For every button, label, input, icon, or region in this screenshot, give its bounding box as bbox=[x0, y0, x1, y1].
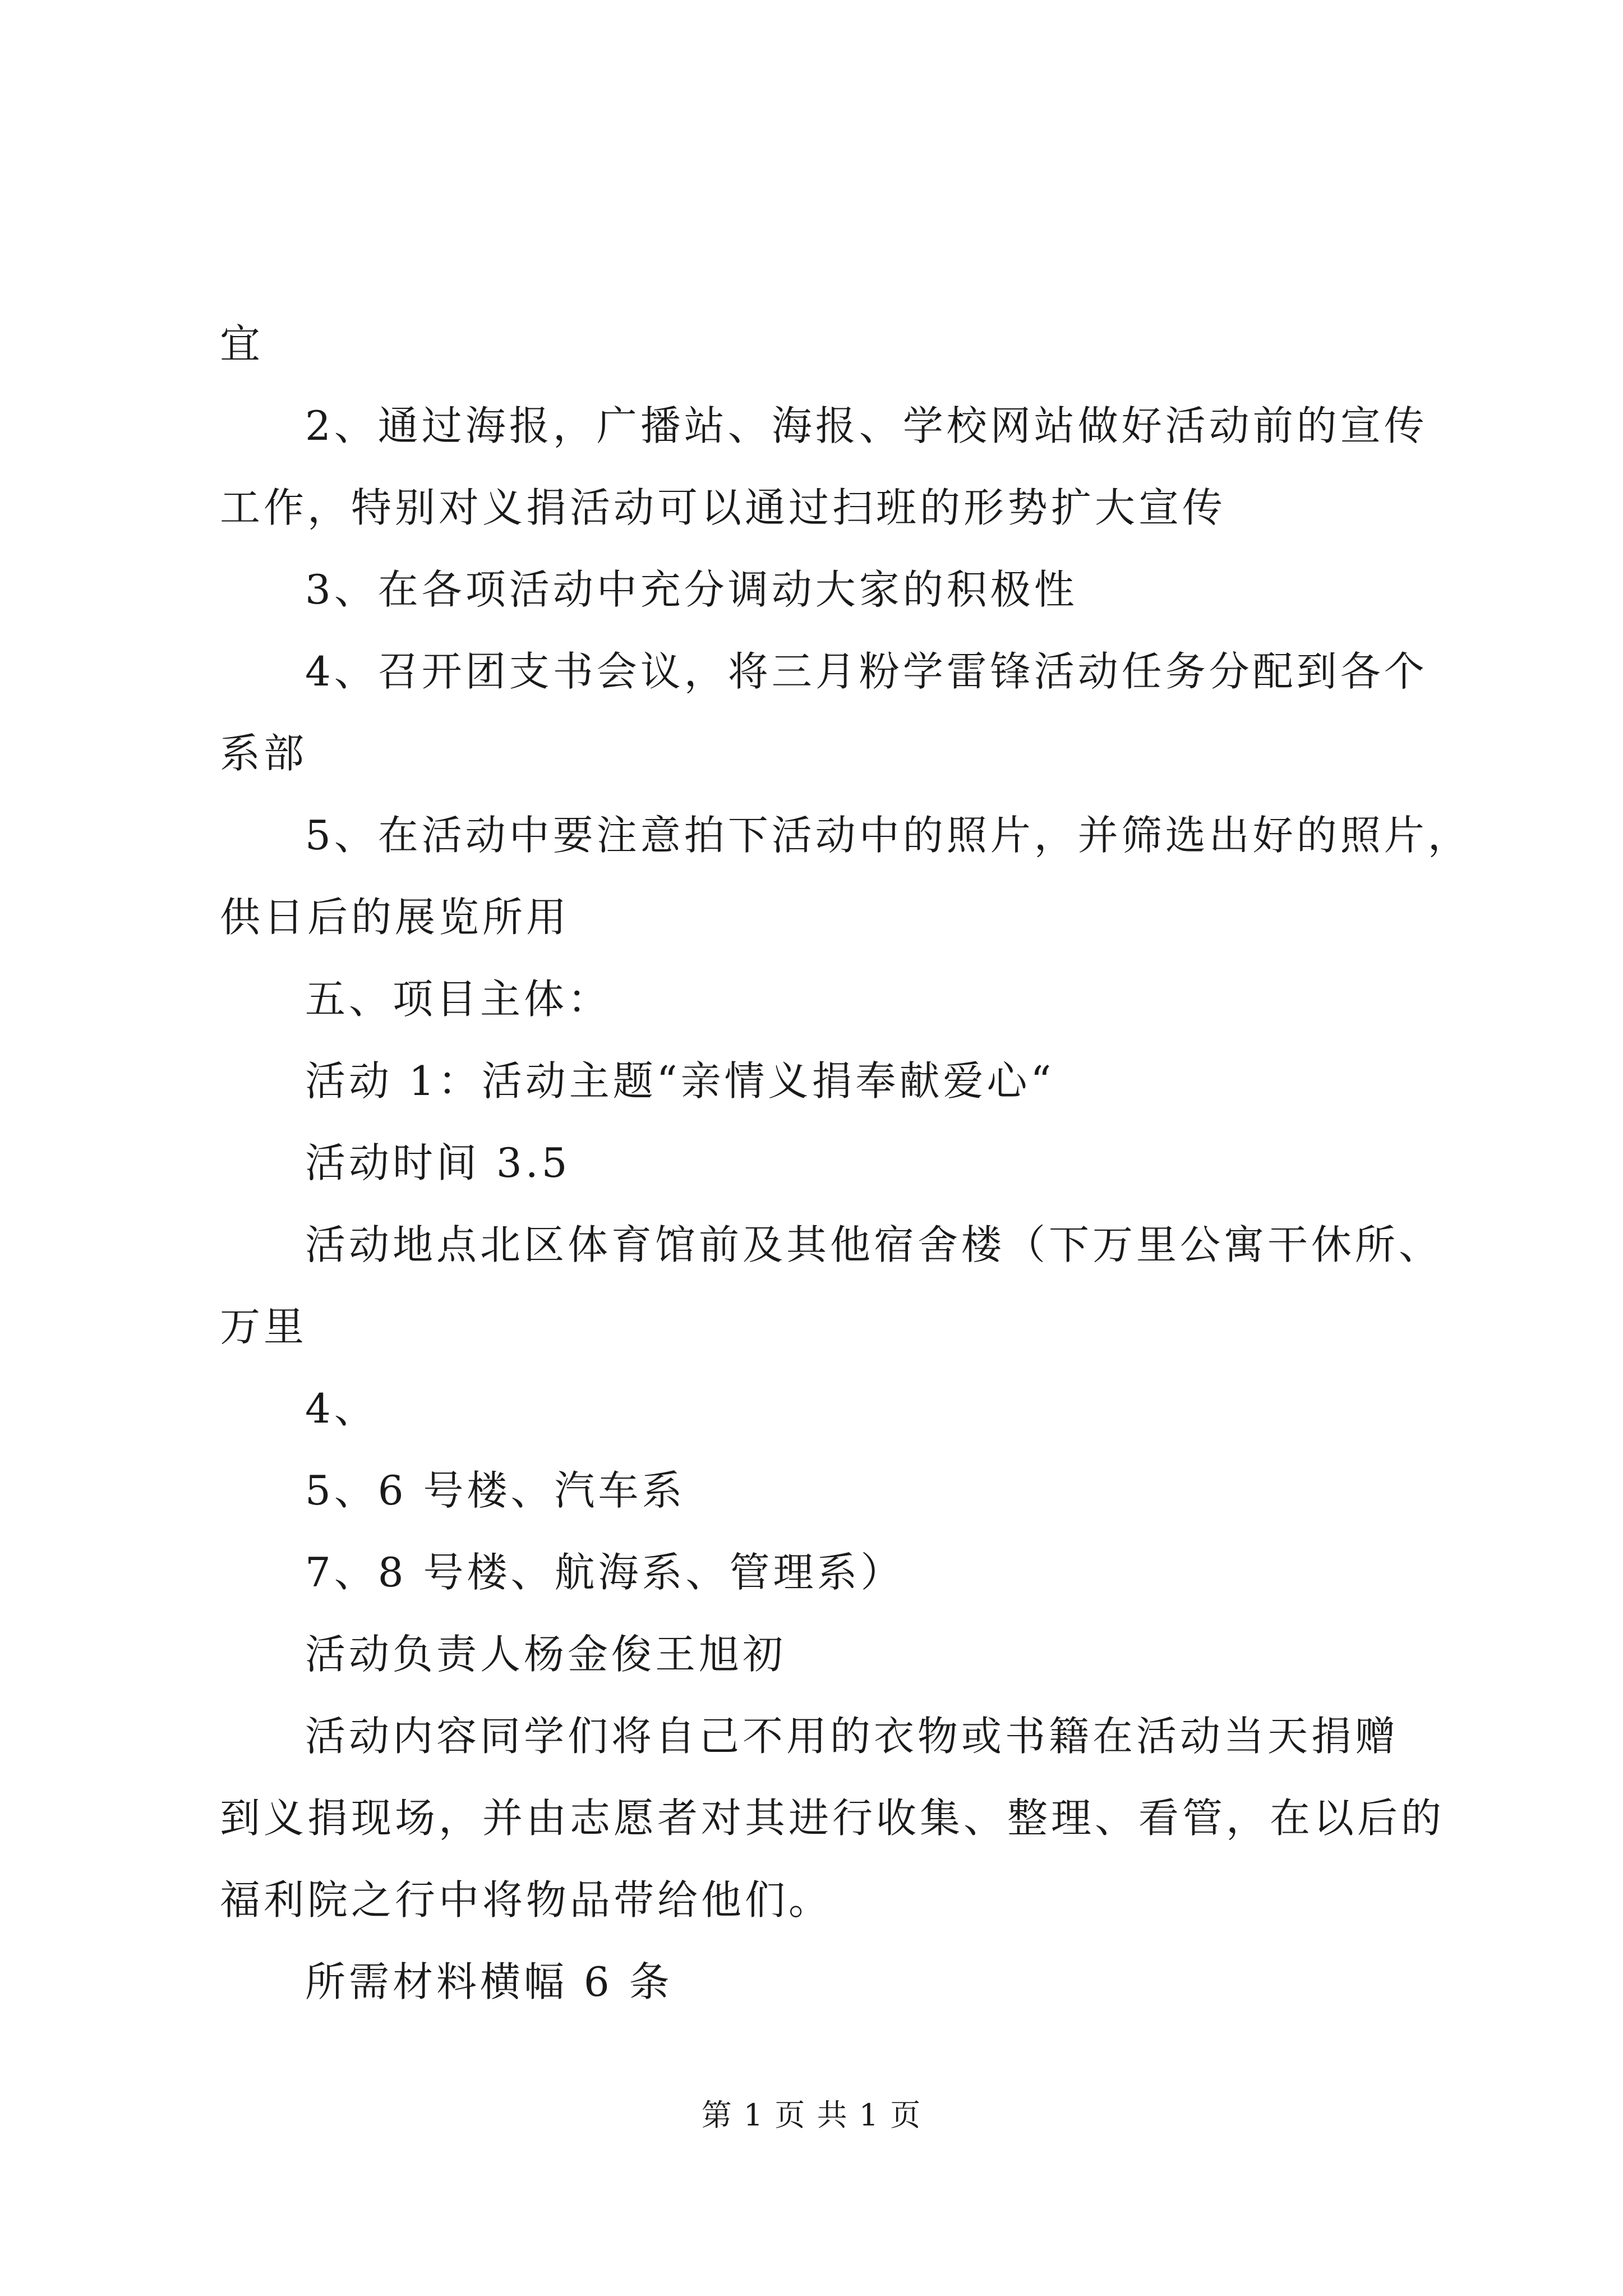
text-line: 5、6 号楼、汽车系 bbox=[305, 1467, 686, 1514]
text-line: 宜 bbox=[220, 320, 264, 367]
text-line: 活动 1：活动主题“亲情义捐奉献爱心“ bbox=[305, 1057, 1055, 1105]
text-line: 2、通过海报，广播站、海报、学校网站做好活动前的宣传 bbox=[305, 402, 1428, 449]
text-line: 活动地点北区体育馆前及其他宿舍楼（下万里公寓干休所、 bbox=[305, 1221, 1443, 1268]
text-line: 到义捐现场，并由志愿者对其进行收集、整理、看管，在以后的 bbox=[220, 1795, 1445, 1842]
text-line: 7、8 号楼、航海系、管理系） bbox=[305, 1549, 905, 1596]
text-line: 5、在活动中要注意拍下活动中的照片，并筛选出好的照片， bbox=[305, 812, 1472, 859]
text-line: 活动内容同学们将自己不用的衣物或书籍在活动当天捐赠 bbox=[305, 1713, 1399, 1760]
text-line: 活动时间 3.5 bbox=[305, 1139, 571, 1186]
text-line: 3、在各项活动中充分调动大家的积极性 bbox=[305, 566, 1078, 613]
text-line: 工作，特别对义捐活动可以通过扫班的形势扩大宣传 bbox=[220, 484, 1227, 531]
text-line: 万里 bbox=[220, 1303, 308, 1350]
text-line: 4、 bbox=[305, 1385, 378, 1432]
text-line: 所需材料横幅 6 条 bbox=[305, 1958, 673, 2005]
text-line: 供日后的展览所用 bbox=[220, 894, 570, 941]
section-heading: 五、项目主体： bbox=[305, 976, 612, 1023]
text-line: 福利院之行中将物品带给他们。 bbox=[220, 1876, 833, 1924]
document-body bbox=[220, 303, 1472, 2023]
page-number-footer: 第 1 页 共 1 页 bbox=[701, 2097, 922, 2133]
text-line: 活动负责人杨金俊王旭初 bbox=[305, 1631, 787, 1678]
text-line: 4、召开团支书会议，将三月粉学雷锋活动任务分配到各个 bbox=[305, 648, 1428, 695]
text-line: 系部 bbox=[220, 730, 308, 777]
